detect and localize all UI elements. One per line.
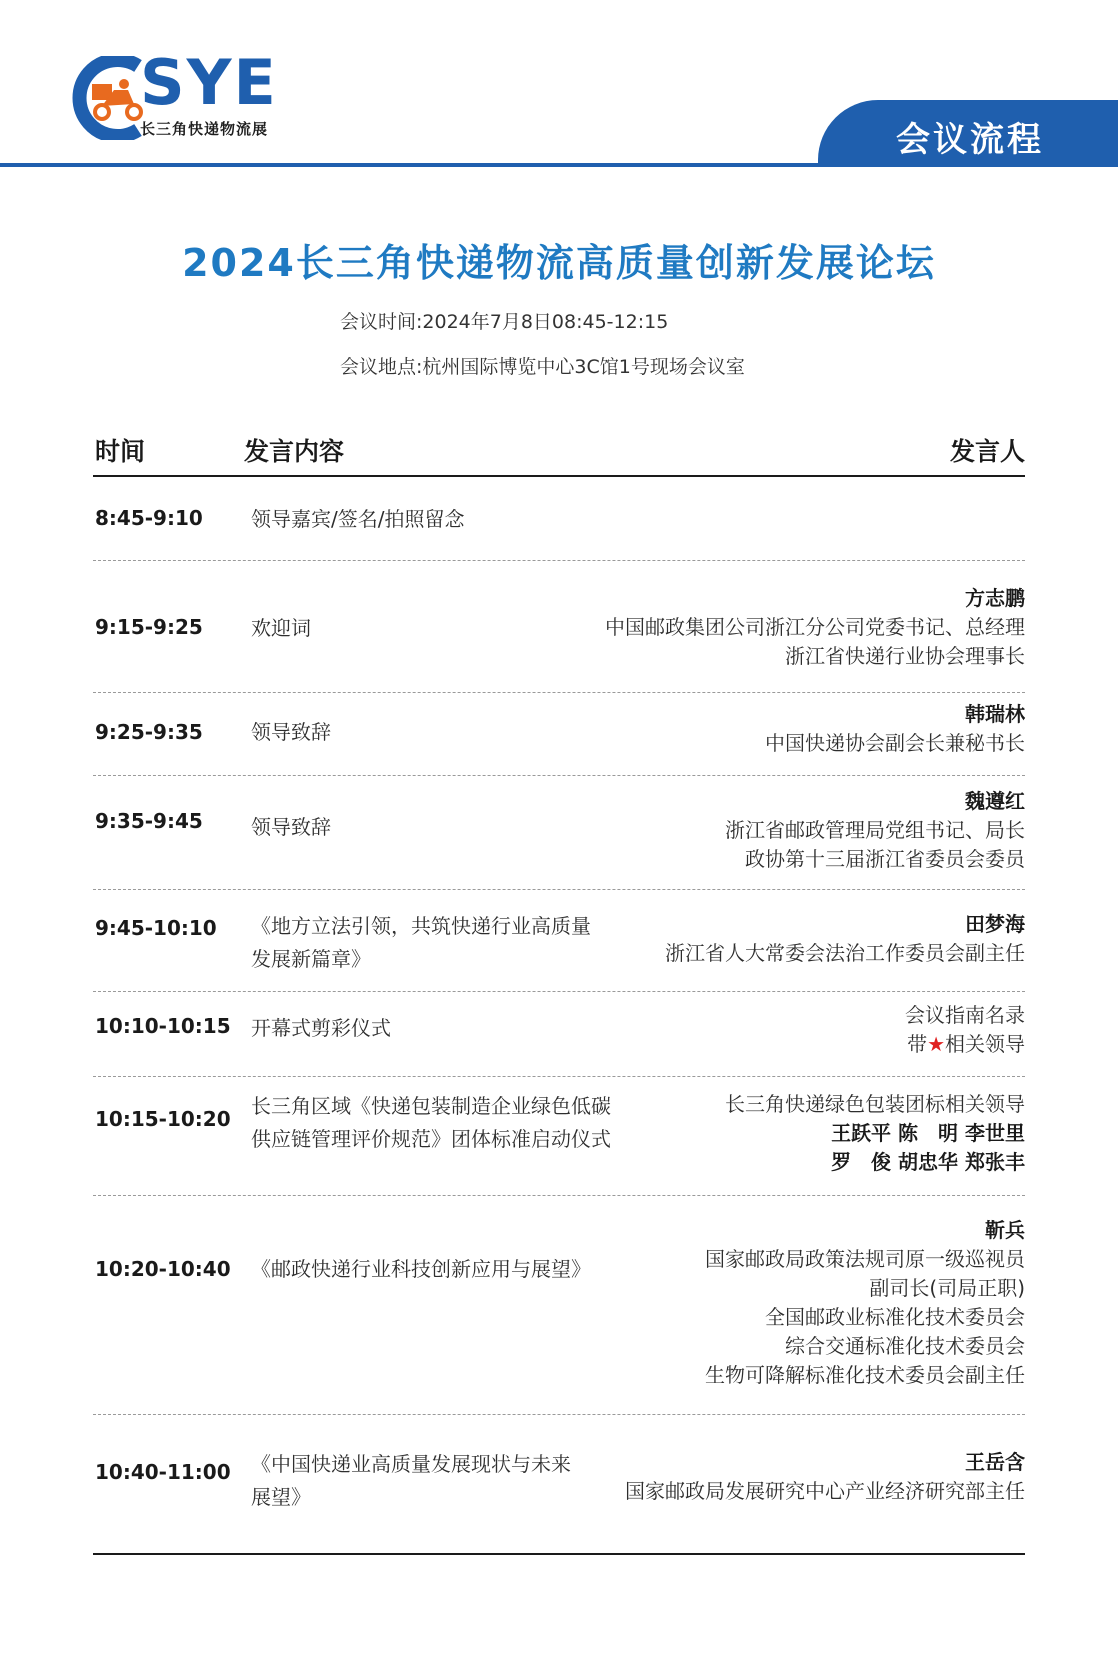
speaker-name: 韩瑞林 <box>965 702 1025 726</box>
row-divider <box>93 1195 1025 1196</box>
row-divider <box>93 560 1025 561</box>
speaker-title: 浙江省邮政管理局党组书记、局长 <box>725 818 1025 842</box>
speaker-title: 副司长(司局正职) <box>869 1276 1025 1300</box>
logo-subtitle: 长三角快递物流展 <box>140 120 269 138</box>
column-header-speaker: 发言人 <box>949 437 1025 466</box>
content-line: 欢迎词 <box>251 616 311 640</box>
content-line: 领导致辞 <box>251 720 331 744</box>
speaker-title: 中国邮政集团公司浙江分公司党委书记、总经理 <box>605 615 1025 639</box>
row-speaker <box>505 584 1025 671</box>
speaker-title: 国家邮政局政策法规司原一级巡视员 <box>705 1247 1025 1271</box>
row-divider <box>93 889 1025 890</box>
speaker-name: 魏遵红 <box>965 789 1025 813</box>
row-time: 10:15-10:20 <box>95 1107 231 1131</box>
meeting-place: 会议地点:杭州国际博览中心3C馆1号现场会议室 <box>340 356 745 378</box>
speaker-title: 政协第十三届浙江省委员会委员 <box>745 847 1025 871</box>
speaker-note-suffix: 相关领导 <box>945 1032 1025 1056</box>
row-time: 10:10-10:15 <box>95 1014 231 1038</box>
row-divider <box>93 1076 1025 1077</box>
row-speaker <box>505 700 1025 758</box>
speaker-title: 浙江省人大常委会法治工作委员会副主任 <box>665 941 1025 965</box>
row-time: 10:40-11:00 <box>95 1460 231 1484</box>
row-time: 10:20-10:40 <box>95 1257 231 1281</box>
content-line: 《邮政快递行业科技创新应用与展望》 <box>251 1257 591 1281</box>
speaker-title: 浙江省快递行业协会理事长 <box>785 644 1025 668</box>
row-time: 9:35-9:45 <box>95 809 203 833</box>
content-line: 领导嘉宾/签名/拍照留念 <box>251 507 465 531</box>
column-header-time: 时间 <box>95 437 146 466</box>
delivery-scooter-icon <box>88 76 148 126</box>
row-divider <box>93 692 1025 693</box>
row-time: 9:45-10:10 <box>95 916 217 940</box>
row-time: 9:15-9:25 <box>95 615 203 639</box>
speaker-title: 全国邮政业标准化技术委员会 <box>765 1305 1025 1329</box>
speaker-name: 靳兵 <box>985 1218 1025 1242</box>
content-line: 供应链管理评价规范》团体标准启动仪式 <box>251 1127 611 1151</box>
row-speaker <box>505 1001 1025 1059</box>
row-time: 8:45-9:10 <box>95 506 203 530</box>
speaker-title: 国家邮政局发展研究中心产业经济研究部主任 <box>625 1479 1025 1503</box>
row-divider <box>93 1414 1025 1415</box>
content-line: 发展新篇章》 <box>251 947 371 971</box>
speaker-title: 长三角快递绿色包装团标相关领导 <box>725 1092 1025 1116</box>
row-speaker <box>505 1090 1025 1177</box>
speaker-note-prefix: 带 <box>907 1032 928 1056</box>
content-line: 领导致辞 <box>251 815 331 839</box>
speaker-title: 生物可降解标准化技术委员会副主任 <box>705 1363 1025 1387</box>
speaker-name: 王跃平 陈 明 李世里 <box>831 1121 1025 1145</box>
column-header-content: 发言内容 <box>244 437 345 466</box>
speaker-name: 田梦海 <box>965 912 1025 936</box>
speaker-title: 中国快递协会副会长兼秘书长 <box>765 731 1025 755</box>
section-tab-label: 会议流程 <box>896 120 1044 160</box>
star-icon: ★ <box>927 1032 945 1056</box>
content-line: 开幕式剪彩仪式 <box>251 1016 391 1040</box>
speaker-title: 会议指南名录 <box>905 1003 1025 1027</box>
row-speaker <box>505 787 1025 874</box>
row-speaker <box>505 1448 1025 1506</box>
row-speaker <box>505 1216 1025 1390</box>
content-line: 《地方立法引领，共筑快递行业高质量 <box>251 914 591 938</box>
table-end-rule <box>93 1553 1025 1555</box>
row-divider <box>93 991 1025 992</box>
page-title: 2024长三角快递物流高质量创新发展论坛 <box>182 241 936 285</box>
speaker-title: 综合交通标准化技术委员会 <box>785 1334 1025 1358</box>
logo-text: SYE <box>140 46 278 119</box>
row-speaker <box>505 910 1025 968</box>
speaker-name: 罗 俊 胡忠华 郑张丰 <box>831 1150 1025 1174</box>
row-content <box>251 503 661 536</box>
logo <box>68 46 288 140</box>
speaker-name: 方志鹏 <box>965 586 1025 610</box>
section-tab <box>818 100 1118 167</box>
speaker-name: 王岳含 <box>965 1450 1025 1474</box>
meeting-time: 会议时间:2024年7月8日08:45-12:15 <box>340 311 669 333</box>
row-divider <box>93 775 1025 776</box>
row-time: 9:25-9:35 <box>95 720 203 744</box>
content-line: 展望》 <box>251 1485 311 1509</box>
table-header-rule <box>93 475 1025 477</box>
content-line: 《中国快递业高质量发展现状与未来 <box>251 1452 571 1476</box>
speaker-note <box>505 1030 1025 1059</box>
content-line: 长三角区域《快递包装制造企业绿色低碳 <box>251 1094 611 1118</box>
